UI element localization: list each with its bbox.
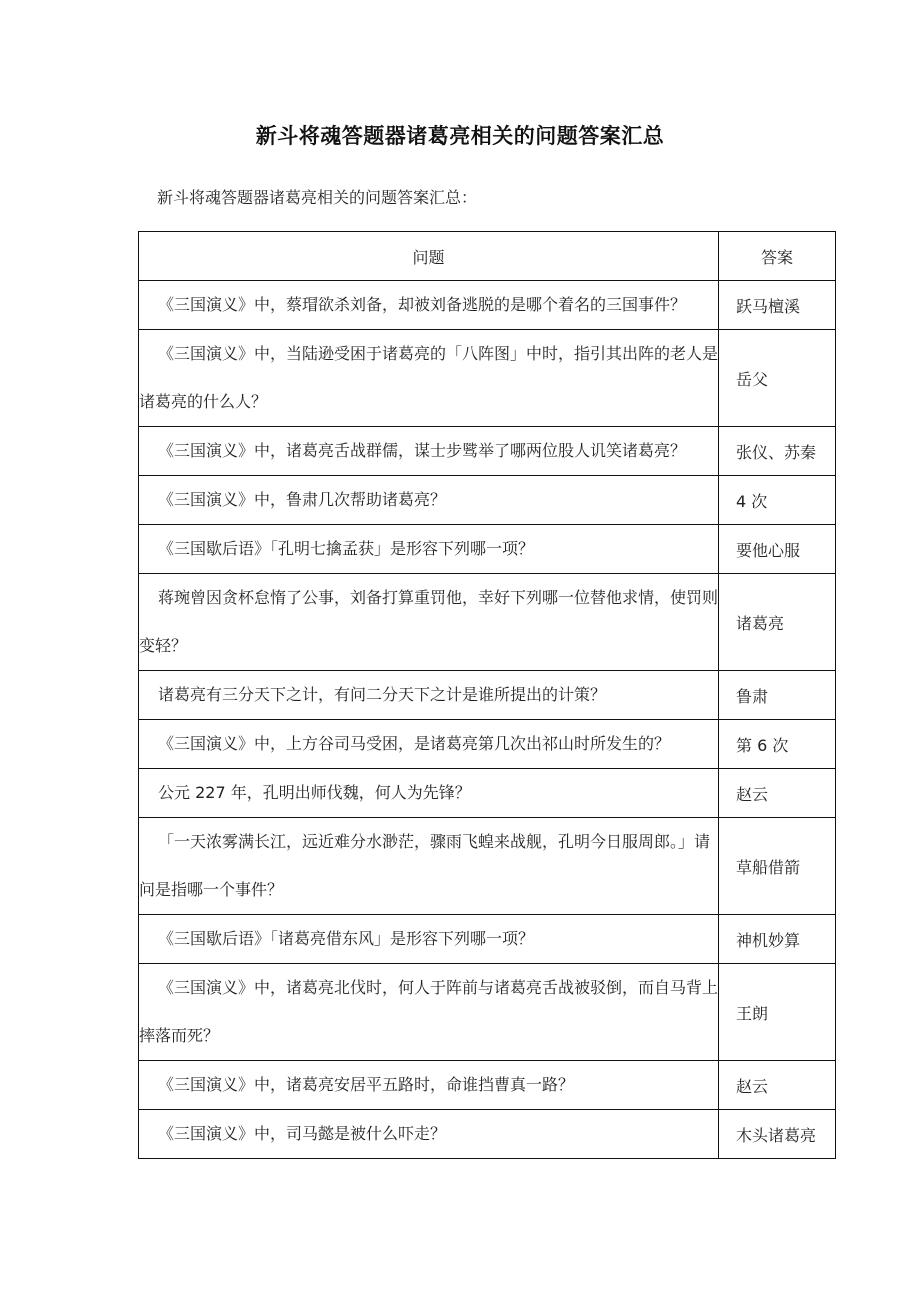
- question-cell: 诸葛亮有三分天下之计，有问二分天下之计是谁所提出的计策？: [139, 671, 719, 720]
- question-cell: 《三国演义》中，鲁肃几次帮助诸葛亮？: [139, 476, 719, 525]
- table-row: [139, 964, 836, 1061]
- table-row: [139, 525, 836, 574]
- question-cell: 「一天浓雾满长江，远近难分水渺茫，骤雨飞蝗来战舰，孔明今日服周郎。」请问是指哪一个事件？: [139, 818, 719, 915]
- table-row: [139, 281, 836, 330]
- table-row: [139, 330, 836, 427]
- answer-cell: 赵云: [719, 769, 836, 818]
- question-cell: 《三国演义》中，蔡瑁欲杀刘备，却被刘备逃脱的是哪个着名的三国事件？: [139, 281, 719, 330]
- question-cell: 《三国歇后语》「孔明七擒孟获」是形容下列哪一项？: [139, 525, 719, 574]
- answer-cell: 4 次: [719, 476, 836, 525]
- table-row: [139, 574, 836, 671]
- answer-cell: 诸葛亮: [719, 574, 836, 671]
- table-row: [139, 476, 836, 525]
- qa-table: [138, 231, 836, 1159]
- answer-cell: 张仪、苏秦: [719, 427, 836, 476]
- table-row: [139, 427, 836, 476]
- question-cell: 《三国演义》中，诸葛亮安居平五路时，命谁挡曹真一路？: [139, 1061, 719, 1110]
- question-cell: 《三国演义》中，诸葛亮舌战群儒，谋士步骘举了哪两位股人讥笑诸葛亮？: [139, 427, 719, 476]
- answer-cell: 岳父: [719, 330, 836, 427]
- column-header-answer: 答案: [719, 232, 836, 281]
- column-header-question: 问题: [139, 232, 719, 281]
- question-cell: 《三国演义》中，诸葛亮北伐时，何人于阵前与诸葛亮舌战被驳倒，而自马背上摔落而死？: [139, 964, 719, 1061]
- answer-cell: 草船借箭: [719, 818, 836, 915]
- table-row: [139, 671, 836, 720]
- answer-cell: 要他心服: [719, 525, 836, 574]
- table-row: [139, 720, 836, 769]
- table-header-row: [139, 232, 836, 281]
- question-cell: 《三国演义》中，上方谷司马受困，是诸葛亮第几次出祁山时所发生的？: [139, 720, 719, 769]
- answer-cell: 木头诸葛亮: [719, 1110, 836, 1159]
- question-cell: 《三国演义》中，司马懿是被什么吓走？: [139, 1110, 719, 1159]
- question-cell: 《三国歇后语》「诸葛亮借东风」是形容下列哪一项？: [139, 915, 719, 964]
- answer-cell: 第 6 次: [719, 720, 836, 769]
- table-row: [139, 769, 836, 818]
- question-cell: 公元 227 年，孔明出师伐魏，何人为先锋？: [139, 769, 719, 818]
- table-body: [139, 281, 836, 1159]
- answer-cell: 跃马檀溪: [719, 281, 836, 330]
- answer-cell: 王朗: [719, 964, 836, 1061]
- table-row: [139, 818, 836, 915]
- answer-cell: 神机妙算: [719, 915, 836, 964]
- table-row: [139, 1110, 836, 1159]
- question-cell: 蒋琬曾因贪杯怠惰了公事，刘备打算重罚他，幸好下列哪一位替他求情，使罚则变轻？: [139, 574, 719, 671]
- intro-text: 新斗将魂答题器诸葛亮相关的问题答案汇总：: [157, 188, 478, 207]
- table-row: [139, 1061, 836, 1110]
- answer-cell: 赵云: [719, 1061, 836, 1110]
- question-cell: 《三国演义》中，当陆逊受困于诸葛亮的「八阵图」中时，指引其出阵的老人是诸葛亮的什么人？: [139, 330, 719, 427]
- table-row: [139, 915, 836, 964]
- page-title: 新斗将魂答题器诸葛亮相关的问题答案汇总: [255, 124, 665, 148]
- answer-cell: 鲁肃: [719, 671, 836, 720]
